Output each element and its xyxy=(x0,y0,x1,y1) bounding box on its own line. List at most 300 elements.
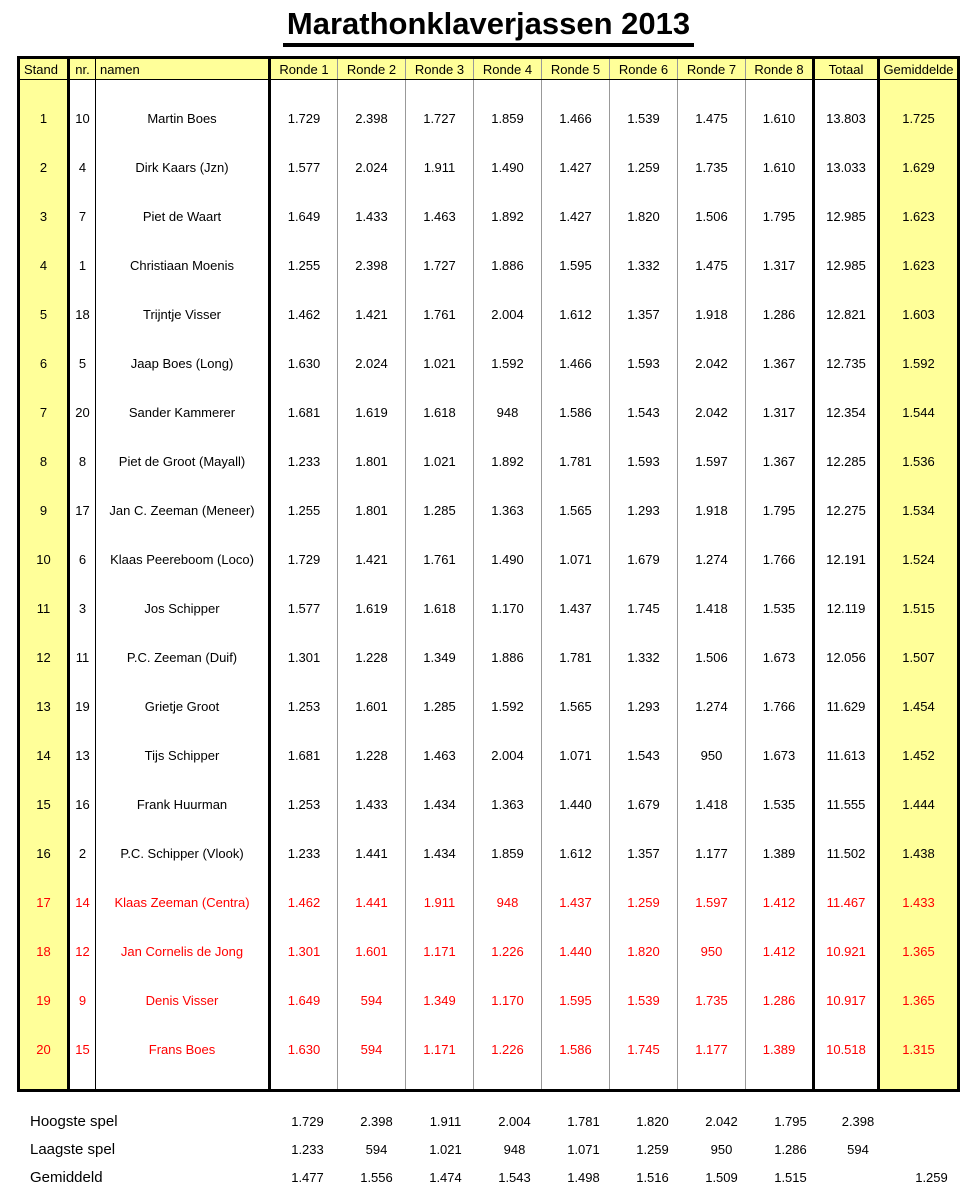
cell-ronde-7: 1.475 xyxy=(678,94,746,143)
cell-gemiddelde: 1.544 xyxy=(879,388,959,437)
table-row xyxy=(19,437,959,486)
cell-ronde-6: 1.543 xyxy=(610,388,678,437)
cell-ronde-4: 1.892 xyxy=(474,192,542,241)
cell-ronde-8: 1.610 xyxy=(746,143,814,192)
summary-value: 1.259 xyxy=(915,1169,948,1185)
cell-ronde-5: 1.466 xyxy=(542,339,610,388)
cell-ronde-5: 1.781 xyxy=(542,437,610,486)
cell-gemiddelde: 1.524 xyxy=(879,535,959,584)
cell-ronde-3: 1.434 xyxy=(406,829,474,878)
cell-stand: 10 xyxy=(19,535,69,584)
spacer-cell xyxy=(879,80,959,94)
column-header-ronde-5: Ronde 5 xyxy=(542,58,610,80)
cell-ronde-8: 1.317 xyxy=(746,388,814,437)
cell-ronde-2: 594 xyxy=(338,1025,406,1074)
summary-value: 1.911 xyxy=(429,1113,462,1129)
cell-nr: 4 xyxy=(69,143,96,192)
cell-ronde-7: 1.597 xyxy=(678,437,746,486)
summary-value xyxy=(825,1163,891,1191)
cell-ronde-8: 1.535 xyxy=(746,780,814,829)
cell-naam: Dirk Kaars (Jzn) xyxy=(96,143,270,192)
cell-ronde-7: 1.177 xyxy=(678,1025,746,1074)
cell-gemiddelde: 1.438 xyxy=(879,829,959,878)
cell-naam: Denis Visser xyxy=(96,976,270,1025)
cell-ronde-2: 2.024 xyxy=(338,339,406,388)
summary-value: 1.556 xyxy=(360,1169,393,1185)
cell-ronde-5: 1.612 xyxy=(542,290,610,339)
cell-ronde-2: 2.024 xyxy=(338,143,406,192)
cell-ronde-6: 1.293 xyxy=(610,682,678,731)
cell-ronde-1: 1.233 xyxy=(270,829,338,878)
cell-ronde-3: 1.285 xyxy=(406,486,474,535)
cell-ronde-1: 1.255 xyxy=(270,241,338,290)
summary-value: 1.509 xyxy=(705,1169,738,1185)
cell-stand: 20 xyxy=(19,1025,69,1074)
cell-totaal: 12.985 xyxy=(814,241,879,290)
summary-value: 1.795 xyxy=(774,1113,807,1129)
cell-gemiddelde: 1.444 xyxy=(879,780,959,829)
cell-ronde-8: 1.389 xyxy=(746,829,814,878)
cell-ronde-4: 1.490 xyxy=(474,143,542,192)
cell-stand: 1 xyxy=(19,94,69,143)
summary-row xyxy=(17,1163,972,1191)
cell-totaal: 12.735 xyxy=(814,339,879,388)
cell-totaal: 12.056 xyxy=(814,633,879,682)
cell-ronde-1: 1.462 xyxy=(270,878,338,927)
cell-gemiddelde: 1.629 xyxy=(879,143,959,192)
cell-nr: 19 xyxy=(69,682,96,731)
cell-ronde-6: 1.820 xyxy=(610,192,678,241)
cell-ronde-2: 1.601 xyxy=(338,682,406,731)
cell-ronde-3: 1.285 xyxy=(406,682,474,731)
column-header-ronde-8: Ronde 8 xyxy=(746,58,814,80)
cell-totaal: 10.921 xyxy=(814,927,879,976)
cell-ronde-3: 1.618 xyxy=(406,388,474,437)
spacer-cell xyxy=(746,1074,814,1091)
cell-ronde-7: 1.418 xyxy=(678,584,746,633)
cell-ronde-6: 1.745 xyxy=(610,1025,678,1074)
spacer-cell xyxy=(406,80,474,94)
summary-value: 950 xyxy=(710,1141,733,1157)
spacer-row xyxy=(19,1074,959,1091)
cell-ronde-1: 1.649 xyxy=(270,192,338,241)
column-header-ronde-7: Ronde 7 xyxy=(678,58,746,80)
spacer-row xyxy=(19,80,959,94)
summary-value: 2.398 xyxy=(841,1113,875,1129)
summary-value: 948 xyxy=(503,1141,526,1157)
cell-ronde-5: 1.586 xyxy=(542,1025,610,1074)
cell-stand: 5 xyxy=(19,290,69,339)
cell-ronde-2: 1.619 xyxy=(338,388,406,437)
summary-value: 1.498 xyxy=(567,1169,600,1185)
cell-stand: 19 xyxy=(19,976,69,1025)
cell-ronde-1: 1.255 xyxy=(270,486,338,535)
cell-ronde-7: 1.475 xyxy=(678,241,746,290)
cell-ronde-4: 1.892 xyxy=(474,437,542,486)
column-header-nr: nr. xyxy=(69,58,96,80)
cell-gemiddelde: 1.603 xyxy=(879,290,959,339)
cell-ronde-8: 1.795 xyxy=(746,486,814,535)
cell-gemiddelde: 1.365 xyxy=(879,927,959,976)
table-row xyxy=(19,731,959,780)
cell-ronde-7: 1.506 xyxy=(678,192,746,241)
cell-totaal: 10.917 xyxy=(814,976,879,1025)
cell-ronde-6: 1.259 xyxy=(610,878,678,927)
cell-nr: 8 xyxy=(69,437,96,486)
cell-ronde-2: 1.801 xyxy=(338,437,406,486)
cell-nr: 10 xyxy=(69,94,96,143)
cell-nr: 20 xyxy=(69,388,96,437)
summary-value xyxy=(891,1135,972,1163)
cell-ronde-5: 1.466 xyxy=(542,94,610,143)
cell-ronde-6: 1.357 xyxy=(610,290,678,339)
cell-stand: 14 xyxy=(19,731,69,780)
cell-nr: 2 xyxy=(69,829,96,878)
header-row xyxy=(19,58,959,80)
cell-ronde-3: 1.911 xyxy=(406,143,474,192)
table-row xyxy=(19,878,959,927)
cell-naam: Sander Kammerer xyxy=(96,388,270,437)
cell-nr: 6 xyxy=(69,535,96,584)
cell-naam: Klaas Zeeman (Centra) xyxy=(96,878,270,927)
cell-ronde-8: 1.412 xyxy=(746,927,814,976)
spacer-cell xyxy=(610,1074,678,1091)
cell-naam: Piet de Waart xyxy=(96,192,270,241)
table-row xyxy=(19,976,959,1025)
spacer-cell xyxy=(879,1074,959,1091)
cell-ronde-4: 1.859 xyxy=(474,94,542,143)
cell-ronde-8: 1.766 xyxy=(746,682,814,731)
spacer-cell xyxy=(69,1074,96,1091)
summary-value: 1.516 xyxy=(636,1169,669,1185)
summary-value: 2.042 xyxy=(705,1113,738,1129)
cell-nr: 9 xyxy=(69,976,96,1025)
cell-ronde-5: 1.427 xyxy=(542,192,610,241)
cell-nr: 12 xyxy=(69,927,96,976)
spacer-cell xyxy=(474,80,542,94)
cell-ronde-6: 1.332 xyxy=(610,241,678,290)
cell-nr: 14 xyxy=(69,878,96,927)
cell-totaal: 11.629 xyxy=(814,682,879,731)
column-header-totaal: Totaal xyxy=(814,58,879,80)
cell-totaal: 11.555 xyxy=(814,780,879,829)
summary-value: 1.729 xyxy=(291,1113,324,1129)
cell-ronde-3: 1.171 xyxy=(406,1025,474,1074)
summary-value: 1.286 xyxy=(774,1141,807,1157)
cell-ronde-7: 2.042 xyxy=(678,339,746,388)
cell-ronde-1: 1.630 xyxy=(270,339,338,388)
cell-totaal: 12.821 xyxy=(814,290,879,339)
cell-stand: 2 xyxy=(19,143,69,192)
cell-nr: 7 xyxy=(69,192,96,241)
cell-gemiddelde: 1.515 xyxy=(879,584,959,633)
cell-gemiddelde: 1.433 xyxy=(879,878,959,927)
cell-ronde-8: 1.367 xyxy=(746,437,814,486)
cell-ronde-1: 1.577 xyxy=(270,584,338,633)
spacer-cell xyxy=(542,80,610,94)
cell-gemiddelde: 1.536 xyxy=(879,437,959,486)
cell-ronde-1: 1.577 xyxy=(270,143,338,192)
summary-label: Laagste spel xyxy=(30,1140,116,1158)
cell-ronde-3: 1.434 xyxy=(406,780,474,829)
cell-ronde-6: 1.357 xyxy=(610,829,678,878)
cell-ronde-7: 1.274 xyxy=(678,682,746,731)
cell-naam: Trijntje Visser xyxy=(96,290,270,339)
cell-totaal: 11.467 xyxy=(814,878,879,927)
cell-totaal: 12.191 xyxy=(814,535,879,584)
cell-ronde-2: 1.421 xyxy=(338,290,406,339)
cell-stand: 7 xyxy=(19,388,69,437)
column-header-gemiddelde: Gemiddelde xyxy=(879,58,959,80)
cell-ronde-8: 1.286 xyxy=(746,290,814,339)
cell-ronde-1: 1.253 xyxy=(270,682,338,731)
summary-value: 1.233 xyxy=(291,1141,324,1157)
table-row xyxy=(19,388,959,437)
cell-nr: 17 xyxy=(69,486,96,535)
table-row xyxy=(19,339,959,388)
cell-ronde-8: 1.317 xyxy=(746,241,814,290)
cell-ronde-2: 1.441 xyxy=(338,829,406,878)
summary-value: 2.004 xyxy=(498,1113,531,1129)
cell-ronde-2: 2.398 xyxy=(338,94,406,143)
cell-stand: 11 xyxy=(19,584,69,633)
summary-value: 1.021 xyxy=(429,1141,462,1157)
cell-ronde-4: 1.490 xyxy=(474,535,542,584)
cell-naam: Martin Boes xyxy=(96,94,270,143)
spacer-cell xyxy=(19,80,69,94)
cell-ronde-5: 1.595 xyxy=(542,241,610,290)
cell-ronde-4: 1.170 xyxy=(474,976,542,1025)
cell-ronde-7: 1.418 xyxy=(678,780,746,829)
cell-stand: 4 xyxy=(19,241,69,290)
cell-ronde-6: 1.259 xyxy=(610,143,678,192)
table-row xyxy=(19,780,959,829)
cell-ronde-7: 950 xyxy=(678,731,746,780)
cell-ronde-1: 1.681 xyxy=(270,388,338,437)
cell-ronde-7: 1.177 xyxy=(678,829,746,878)
cell-ronde-4: 1.226 xyxy=(474,927,542,976)
cell-totaal: 12.119 xyxy=(814,584,879,633)
spacer-cell xyxy=(270,1074,338,1091)
cell-ronde-3: 1.171 xyxy=(406,927,474,976)
cell-ronde-1: 1.649 xyxy=(270,976,338,1025)
cell-ronde-4: 1.363 xyxy=(474,486,542,535)
cell-naam: Frank Huurman xyxy=(96,780,270,829)
cell-naam: P.C. Zeeman (Duif) xyxy=(96,633,270,682)
cell-totaal: 11.502 xyxy=(814,829,879,878)
cell-gemiddelde: 1.592 xyxy=(879,339,959,388)
cell-naam: Christiaan Moenis xyxy=(96,241,270,290)
cell-ronde-8: 1.673 xyxy=(746,633,814,682)
summary-row xyxy=(17,1135,972,1163)
cell-ronde-4: 948 xyxy=(474,878,542,927)
cell-nr: 5 xyxy=(69,339,96,388)
cell-ronde-8: 1.673 xyxy=(746,731,814,780)
table-row xyxy=(19,241,959,290)
cell-gemiddelde: 1.365 xyxy=(879,976,959,1025)
cell-nr: 16 xyxy=(69,780,96,829)
column-header-ronde-4: Ronde 4 xyxy=(474,58,542,80)
cell-ronde-6: 1.745 xyxy=(610,584,678,633)
summary-label: Hoogste spel xyxy=(30,1112,118,1130)
column-header-ronde-6: Ronde 6 xyxy=(610,58,678,80)
spacer-cell xyxy=(69,80,96,94)
spacer-cell xyxy=(814,80,879,94)
cell-ronde-6: 1.539 xyxy=(610,94,678,143)
cell-ronde-5: 1.565 xyxy=(542,682,610,731)
summary-value: 594 xyxy=(365,1141,388,1157)
cell-ronde-7: 2.042 xyxy=(678,388,746,437)
summary-value: 594 xyxy=(847,1141,869,1157)
cell-ronde-1: 1.301 xyxy=(270,927,338,976)
table-row xyxy=(19,290,959,339)
cell-ronde-3: 1.021 xyxy=(406,437,474,486)
cell-ronde-4: 1.170 xyxy=(474,584,542,633)
cell-ronde-3: 1.911 xyxy=(406,878,474,927)
cell-ronde-2: 2.398 xyxy=(338,241,406,290)
cell-totaal: 12.275 xyxy=(814,486,879,535)
cell-nr: 11 xyxy=(69,633,96,682)
cell-ronde-6: 1.679 xyxy=(610,535,678,584)
cell-ronde-5: 1.781 xyxy=(542,633,610,682)
cell-ronde-4: 1.886 xyxy=(474,633,542,682)
cell-ronde-1: 1.630 xyxy=(270,1025,338,1074)
cell-stand: 9 xyxy=(19,486,69,535)
cell-ronde-2: 1.441 xyxy=(338,878,406,927)
spacer-cell xyxy=(406,1074,474,1091)
cell-stand: 16 xyxy=(19,829,69,878)
cell-totaal: 10.518 xyxy=(814,1025,879,1074)
cell-ronde-5: 1.071 xyxy=(542,731,610,780)
cell-ronde-5: 1.427 xyxy=(542,143,610,192)
cell-ronde-6: 1.332 xyxy=(610,633,678,682)
summary-value: 1.515 xyxy=(774,1169,807,1185)
cell-nr: 15 xyxy=(69,1025,96,1074)
cell-ronde-4: 1.226 xyxy=(474,1025,542,1074)
table-row xyxy=(19,192,959,241)
spacer-cell xyxy=(610,80,678,94)
cell-nr: 13 xyxy=(69,731,96,780)
cell-ronde-5: 1.595 xyxy=(542,976,610,1025)
cell-ronde-4: 948 xyxy=(474,388,542,437)
cell-stand: 3 xyxy=(19,192,69,241)
spacer-cell xyxy=(96,80,270,94)
cell-ronde-5: 1.565 xyxy=(542,486,610,535)
cell-ronde-2: 1.433 xyxy=(338,780,406,829)
cell-totaal: 12.354 xyxy=(814,388,879,437)
cell-ronde-5: 1.071 xyxy=(542,535,610,584)
cell-ronde-8: 1.367 xyxy=(746,339,814,388)
cell-gemiddelde: 1.725 xyxy=(879,94,959,143)
cell-ronde-8: 1.286 xyxy=(746,976,814,1025)
cell-stand: 18 xyxy=(19,927,69,976)
cell-ronde-3: 1.021 xyxy=(406,339,474,388)
cell-naam: Jos Schipper xyxy=(96,584,270,633)
cell-gemiddelde: 1.534 xyxy=(879,486,959,535)
cell-totaal: 11.613 xyxy=(814,731,879,780)
cell-stand: 15 xyxy=(19,780,69,829)
spacer-cell xyxy=(814,1074,879,1091)
summary-value: 1.474 xyxy=(429,1169,462,1185)
cell-ronde-7: 950 xyxy=(678,927,746,976)
cell-stand: 17 xyxy=(19,878,69,927)
cell-naam: Grietje Groot xyxy=(96,682,270,731)
cell-ronde-3: 1.761 xyxy=(406,535,474,584)
cell-ronde-2: 1.433 xyxy=(338,192,406,241)
cell-ronde-2: 1.619 xyxy=(338,584,406,633)
cell-naam: Klaas Peereboom (Loco) xyxy=(96,535,270,584)
cell-ronde-7: 1.274 xyxy=(678,535,746,584)
spacer-cell xyxy=(19,1074,69,1091)
cell-ronde-3: 1.349 xyxy=(406,976,474,1025)
table-row xyxy=(19,1025,959,1074)
cell-naam: Piet de Groot (Mayall) xyxy=(96,437,270,486)
cell-ronde-1: 1.253 xyxy=(270,780,338,829)
spacer-cell xyxy=(746,80,814,94)
cell-ronde-8: 1.389 xyxy=(746,1025,814,1074)
spacer-cell xyxy=(338,1074,406,1091)
column-header-ronde-2: Ronde 2 xyxy=(338,58,406,80)
cell-ronde-4: 2.004 xyxy=(474,290,542,339)
cell-ronde-1: 1.729 xyxy=(270,535,338,584)
summary-value: 1.820 xyxy=(636,1113,669,1129)
cell-ronde-2: 1.421 xyxy=(338,535,406,584)
cell-ronde-1: 1.681 xyxy=(270,731,338,780)
cell-ronde-4: 1.592 xyxy=(474,682,542,731)
table-row xyxy=(19,682,959,731)
cell-nr: 1 xyxy=(69,241,96,290)
cell-ronde-6: 1.820 xyxy=(610,927,678,976)
results-table xyxy=(17,56,960,1092)
table-row xyxy=(19,584,959,633)
table-row xyxy=(19,486,959,535)
cell-ronde-7: 1.918 xyxy=(678,486,746,535)
cell-ronde-6: 1.293 xyxy=(610,486,678,535)
column-header-stand: Stand xyxy=(19,58,69,80)
spacer-cell xyxy=(678,1074,746,1091)
cell-gemiddelde: 1.315 xyxy=(879,1025,959,1074)
cell-ronde-3: 1.463 xyxy=(406,192,474,241)
table-row xyxy=(19,633,959,682)
cell-ronde-7: 1.735 xyxy=(678,976,746,1025)
cell-stand: 6 xyxy=(19,339,69,388)
spacer-cell xyxy=(270,80,338,94)
cell-nr: 3 xyxy=(69,584,96,633)
cell-ronde-3: 1.618 xyxy=(406,584,474,633)
table-row xyxy=(19,829,959,878)
summary-value: 1.071 xyxy=(567,1141,600,1157)
cell-ronde-7: 1.735 xyxy=(678,143,746,192)
table-row xyxy=(19,927,959,976)
cell-ronde-1: 1.233 xyxy=(270,437,338,486)
cell-ronde-2: 1.601 xyxy=(338,927,406,976)
cell-ronde-6: 1.593 xyxy=(610,437,678,486)
cell-ronde-5: 1.437 xyxy=(542,878,610,927)
column-header-namen: namen xyxy=(96,58,270,80)
cell-ronde-4: 1.592 xyxy=(474,339,542,388)
cell-ronde-1: 1.301 xyxy=(270,633,338,682)
summary-value: 1.781 xyxy=(567,1113,600,1129)
spacer-cell xyxy=(474,1074,542,1091)
cell-ronde-5: 1.440 xyxy=(542,780,610,829)
cell-totaal: 13.803 xyxy=(814,94,879,143)
summary-value: 1.543 xyxy=(498,1169,531,1185)
cell-ronde-2: 1.228 xyxy=(338,633,406,682)
summary-label: Gemiddeld xyxy=(30,1168,103,1186)
table-row xyxy=(19,535,959,584)
cell-ronde-3: 1.761 xyxy=(406,290,474,339)
cell-ronde-8: 1.412 xyxy=(746,878,814,927)
